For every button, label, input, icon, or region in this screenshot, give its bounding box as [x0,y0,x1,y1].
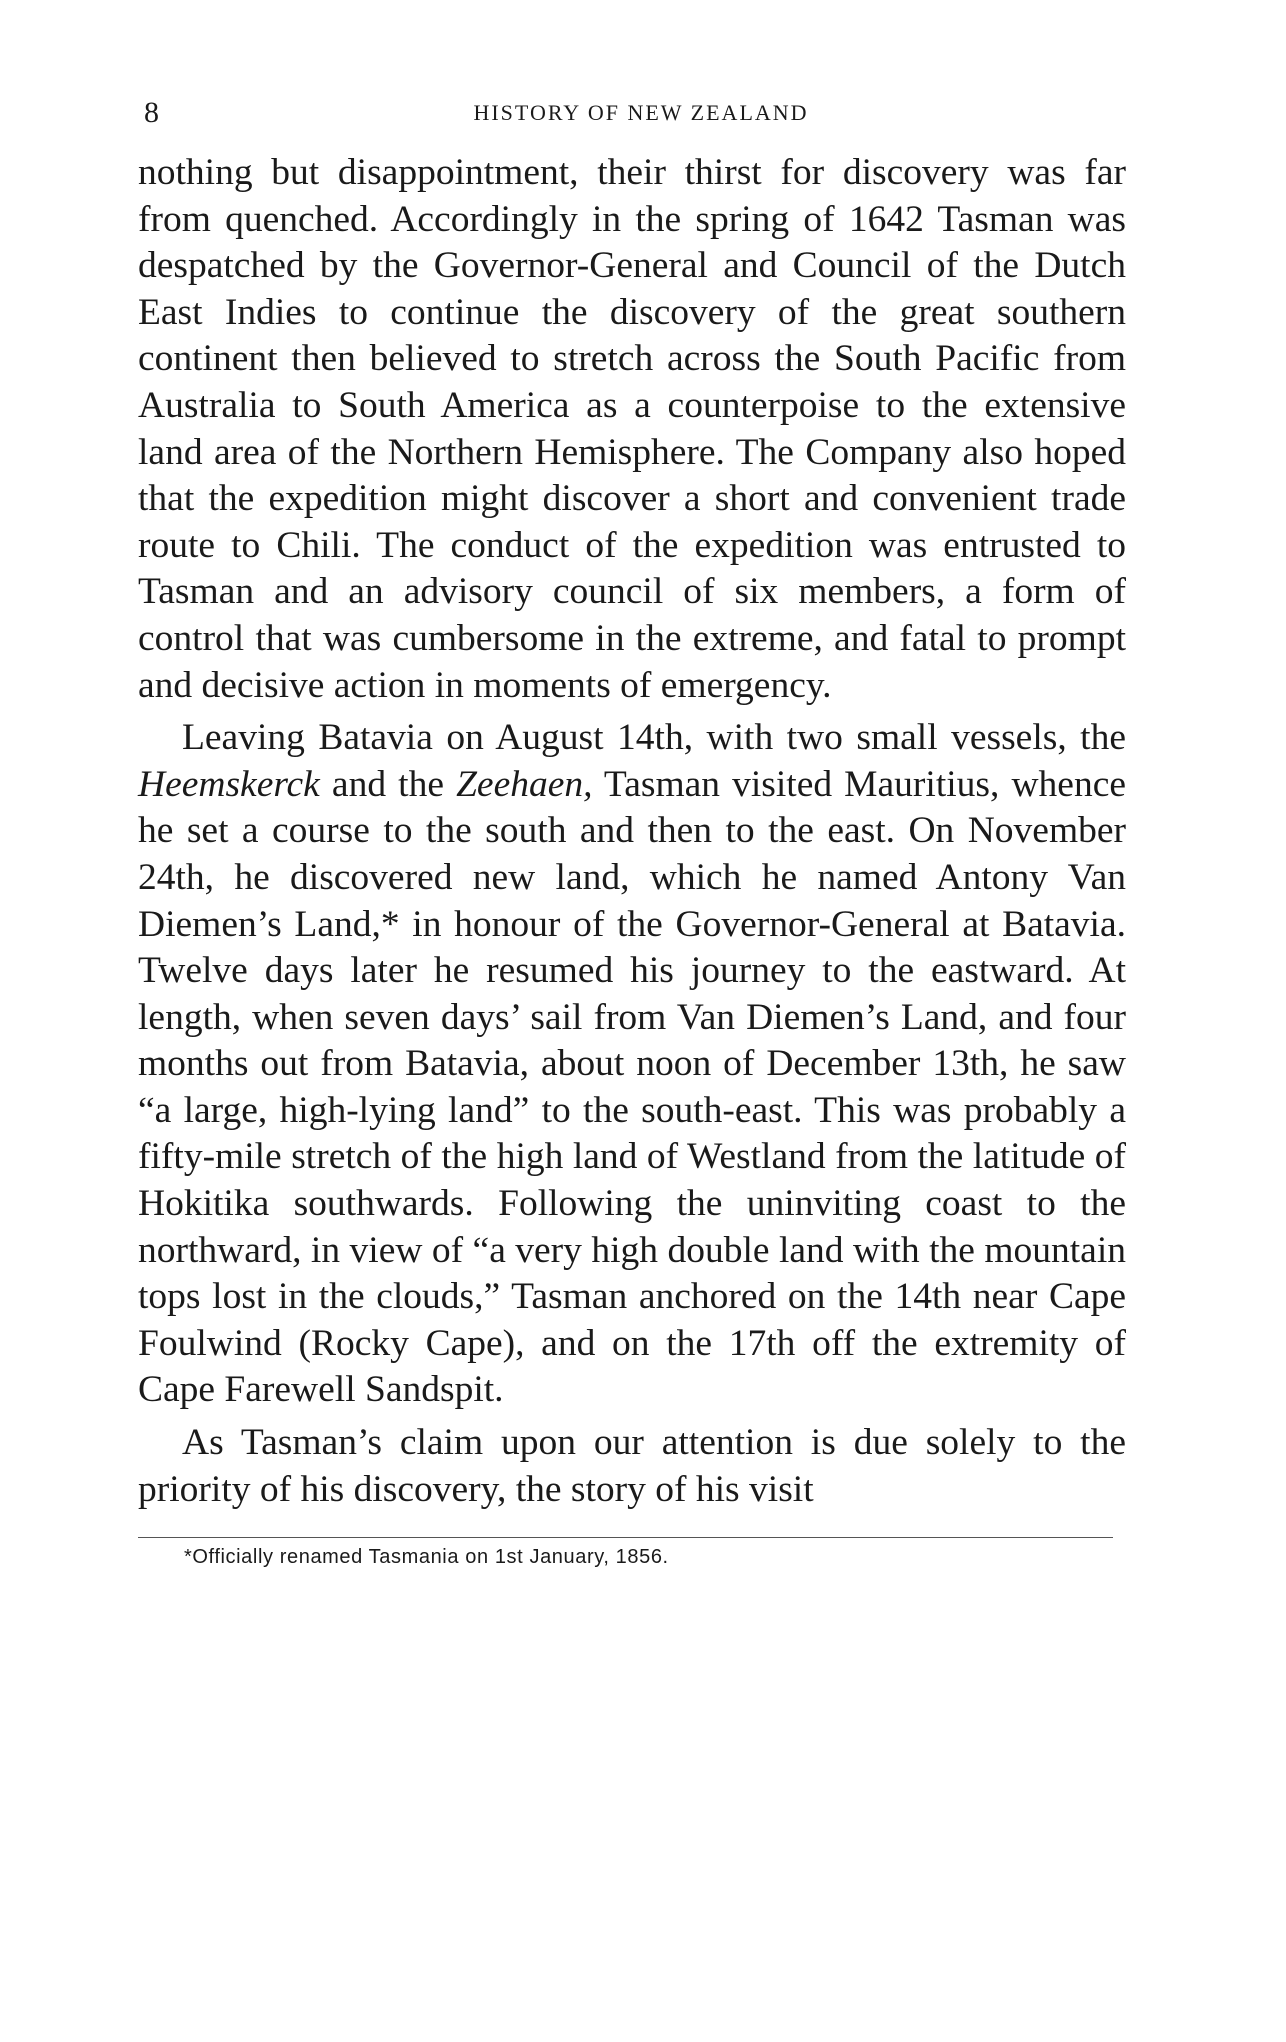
running-title: HISTORY OF NEW ZEALAND [473,100,809,125]
paragraph-3: As Tasman’s claim upon our attention is due solely to the priority of his discovery, the story of his visit [138,1422,1126,1510]
ship-name-heemskerck: Heemskerck [138,763,320,805]
ship-name-zeehaen: Zeehaen, [456,763,593,805]
paragraph-2-text-a: Leaving Batavia on August 14th, with two small vessels, the [182,717,1126,759]
paragraph-2-text-b: and the [319,763,457,805]
paragraph-1: nothing but disappointment, their thirst for discovery was far from quenched. Accordingly in the spring of 1642 Tasman was despatched by the Governor-General and Council of the Dutch East Indies to continue the discovery of the great southern continent then believed to stretch across the South Pacific from Australia to South America as a counterpoise to the extensive land area of the Northern Hemisphere. The Company also hoped that the expedition might discover a short and convenient trade route to Chili. The conduct of the expedition was entrusted to Tasman and an advisory council of six members, a form of control that was cumbersome in the extreme, and fatal to prompt and decisive action in moments of emergency. [138,152,1126,706]
paragraph-2 [138,715,1126,1414]
running-head [138,88,1126,140]
paragraph-2-text-c: Tasman visited Mauritius, whence he set a course to the south and then to the east. On November 24th, he discovered new land, which he named Antony Van Diemen’s Land,* in honour of the Governor-General at Batavia. Twelve days later he resumed his journey to the eastward. At length, when seven days’ sail from Van Diemen’s Land, and four months out from Batavia, about noon of December 13th, he saw “a large, high-lying land” to the south-east. This was probably a fifty-mile stretch of the high land of Westland from the latitude of Hokitika southwards. Following the uninviting coast to the northward, in view of “a very high double land with the mountain tops lost in the clouds,” Tasman anchored on the 14th near Cape Foulwind (Rocky Cape), and on the 17th off the extremity of Cape Farewell Sandspit. [138,763,1126,1411]
footnote-rule [138,1537,1113,1538]
footnote: *Officially renamed Tasmania on 1st January, 1856. [184,1546,669,1569]
book-page [138,88,1126,1569]
page-number: 8 [144,96,160,129]
